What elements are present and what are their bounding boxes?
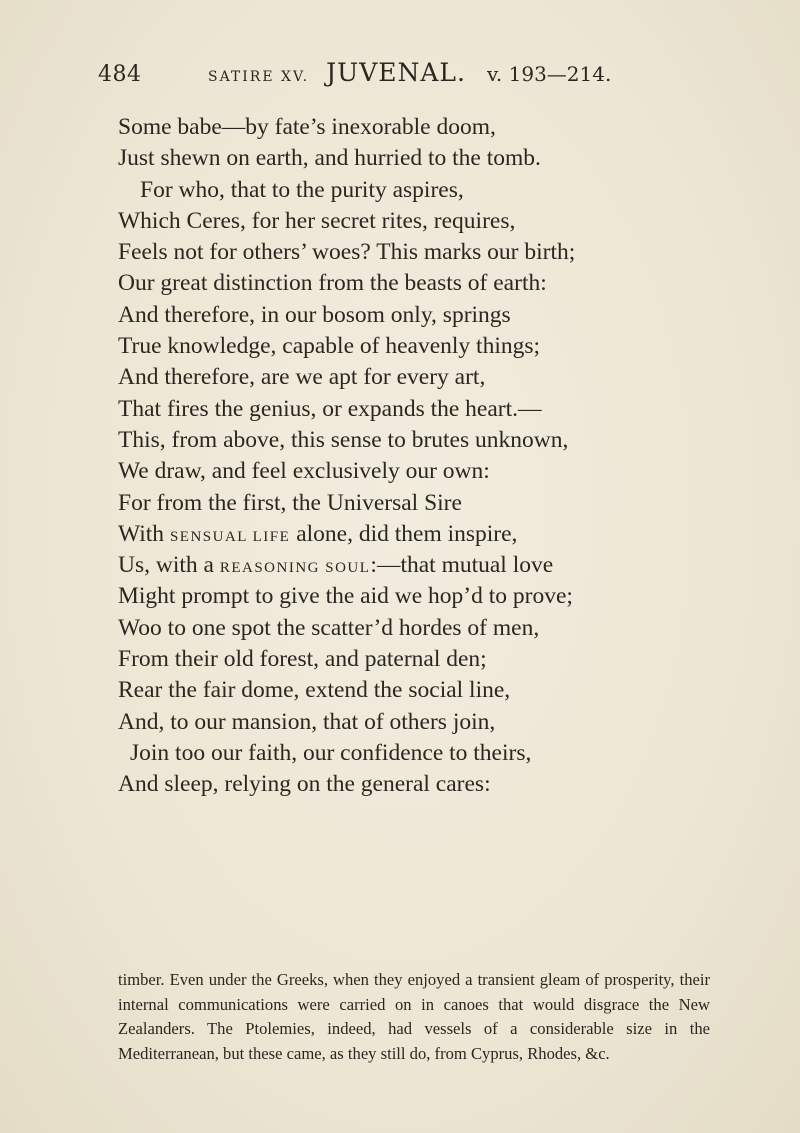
poem-line: From their old forest, and paternal den; (118, 646, 487, 673)
author-name: JUVENAL. (326, 58, 466, 87)
poem-line: True knowledge, capable of heavenly things; (118, 333, 541, 360)
poem-line: And sleep, relying on the general cares: (118, 771, 491, 798)
poem-line: Join too our faith, our confidence to theirs, (130, 739, 532, 766)
small-caps-phrase: REASONING SOUL (219, 560, 371, 577)
poem-line: With SENSUAL LIFE alone, did them inspire, (118, 520, 518, 547)
running-header (98, 58, 758, 98)
poem-line: For who, that to the purity aspires, (140, 176, 464, 203)
poem-line: Feels not for others’ woes? This marks our birth; (118, 239, 576, 266)
poem-line: Woo to one spot the scatter’d hordes of men, (118, 614, 540, 641)
poem-body (118, 112, 718, 801)
satire-label: SATIRE XV. (208, 69, 310, 85)
poem-line: Rear the fair dome, extend the social line, (118, 677, 511, 704)
page-number: 484 (98, 62, 142, 87)
poem-line: Might prompt to give the aid we hop’d to prove; (118, 583, 573, 610)
poem-line: This, from above, this sense to brutes unknown, (118, 426, 569, 453)
poem-line: Which Ceres, for her secret rites, requires, (118, 207, 516, 234)
poem-line: And, to our mansion, that of others join, (118, 708, 496, 735)
poem-line: For from the first, the Universal Sire (118, 489, 462, 516)
poem-line: Our great distinction from the beasts of earth: (118, 270, 547, 297)
poem-line: And therefore, are we apt for every art, (118, 364, 486, 391)
poem-line: Us, with a REASONING SOUL:—that mutual love (118, 552, 554, 579)
poem-line: That fires the genius, or expands the heart.— (118, 395, 542, 422)
poem-line: Some babe—by fate’s inexorable doom, (118, 114, 496, 140)
poem-line: And therefore, in our bosom only, springs (118, 301, 511, 328)
poem-line: We draw, and feel exclusively our own: (118, 458, 490, 485)
verse-range: v. 193—214. (486, 62, 612, 86)
running-title (208, 58, 611, 87)
footnote: timber. Even under the Greeks, when they enjoyed a transient gleam of prosperity, their internal communications were carried on in canoes that would disgrace the New Zealanders. The Ptolemies, indeed, had vessels of a considerable size in the Mediterranean, but these came, as they still do, from Cyprus, Rhodes, &c. (118, 970, 710, 1063)
poem-line: Just shewn on earth, and hurried to the tomb. (118, 145, 541, 172)
small-caps-phrase: SENSUAL LIFE (169, 528, 291, 545)
